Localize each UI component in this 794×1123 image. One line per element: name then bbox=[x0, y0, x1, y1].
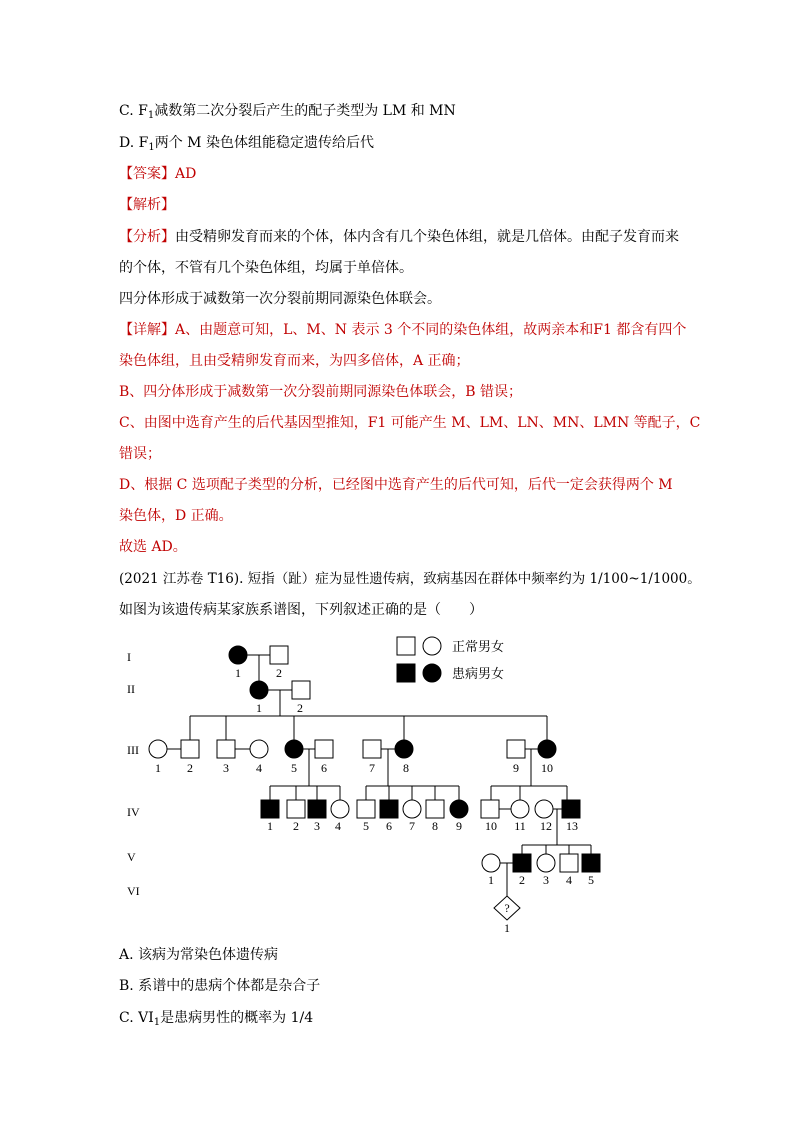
svg-text:2: 2 bbox=[519, 873, 525, 887]
gen-II: II bbox=[127, 682, 135, 696]
svg-text:5: 5 bbox=[363, 819, 369, 833]
III-4-normal-female bbox=[250, 740, 268, 758]
xiangjie-c2: 错误； bbox=[119, 446, 161, 462]
gen-V: V bbox=[127, 850, 136, 864]
II-2-normal-male bbox=[292, 681, 310, 699]
I-1-affected-female bbox=[229, 646, 247, 664]
III-7-normal-male bbox=[363, 740, 381, 758]
option-a: A. 该病为常染色体遗传病 bbox=[119, 947, 279, 963]
generation-labels bbox=[127, 650, 140, 898]
svg-text:6: 6 bbox=[321, 761, 327, 775]
fenxi-line2: 的个体，不管有几个染色体组，均属于单倍体。 bbox=[119, 260, 413, 276]
xiangjie-d2: 染色体，D 正确。 bbox=[119, 508, 233, 524]
gen-I: I bbox=[127, 650, 131, 664]
IV-3-affected-male bbox=[308, 800, 326, 818]
question-line2: 如图为该遗传病某家族系谱图，下列叙述正确的是（ ） bbox=[119, 602, 483, 618]
IV-8-normal-male bbox=[426, 800, 444, 818]
svg-text:2: 2 bbox=[187, 761, 193, 775]
xiangjie-c1: C、由图中选育产生的后代基因型推知，F1 可能产生 M、LM、LN、MN、LMN 等配子，C bbox=[119, 415, 701, 431]
gen-III: III bbox=[127, 743, 139, 757]
fenxi-line3: 四分体形成于减数第一次分裂前期同源染色体联会。 bbox=[119, 291, 441, 307]
svg-text:2: 2 bbox=[276, 666, 282, 680]
svg-text:9: 9 bbox=[456, 819, 462, 833]
svg-text:7: 7 bbox=[369, 761, 375, 775]
svg-text:11: 11 bbox=[514, 819, 526, 833]
svg-text:4: 4 bbox=[566, 873, 572, 887]
V-5-affected-male bbox=[582, 854, 600, 872]
pedigree-individuals bbox=[149, 646, 600, 920]
legend-normal-female-icon bbox=[423, 637, 441, 655]
V-4-normal-male bbox=[560, 854, 578, 872]
svg-text:1: 1 bbox=[256, 701, 262, 715]
gen-VI: VI bbox=[127, 884, 140, 898]
svg-text:1: 1 bbox=[504, 921, 510, 935]
V-1-normal-female bbox=[482, 854, 500, 872]
xiangjie-a1: 【详解】A、由题意可知，L、M、N 表示 3 个不同的染色体组，故两亲本和F1 都含有四个 bbox=[119, 322, 687, 338]
legend-normal-label: 正常男女 bbox=[452, 640, 505, 655]
svg-text:6: 6 bbox=[386, 819, 392, 833]
III-1-normal-female bbox=[149, 740, 167, 758]
answer: 【答案】AD bbox=[119, 166, 197, 182]
IV-10-normal-male bbox=[481, 800, 499, 818]
svg-text:10: 10 bbox=[541, 761, 553, 775]
legend-normal-male-icon bbox=[397, 637, 415, 655]
svg-text:12: 12 bbox=[540, 819, 552, 833]
svg-text:13: 13 bbox=[566, 819, 578, 833]
svg-text:2: 2 bbox=[297, 701, 303, 715]
svg-text:8: 8 bbox=[432, 819, 438, 833]
legend-affected-female-icon bbox=[423, 664, 441, 682]
svg-text:4: 4 bbox=[335, 819, 341, 833]
option-c-prev: C. $F_1$减数第二次分裂后产生的配子类型为 LM 和 MN bbox=[119, 103, 456, 121]
V-3-normal-female bbox=[537, 854, 555, 872]
xiangjie-a2: 染色体组，且由受精卵发育而来，为四多倍体，A 正确； bbox=[119, 353, 470, 369]
IV-4-normal-female bbox=[331, 800, 349, 818]
svg-text:7: 7 bbox=[409, 819, 415, 833]
III-10-affected-female bbox=[538, 740, 556, 758]
svg-text:2: 2 bbox=[293, 819, 299, 833]
IV-13-affected-male bbox=[562, 800, 580, 818]
V-2-affected-male bbox=[513, 854, 531, 872]
svg-text:5: 5 bbox=[588, 873, 594, 887]
svg-text:?: ? bbox=[504, 901, 510, 915]
IV-11-normal-female bbox=[511, 800, 529, 818]
IV-2-normal-male bbox=[287, 800, 305, 818]
svg-text:8: 8 bbox=[403, 761, 409, 775]
legend-affected-label: 患病男女 bbox=[452, 667, 505, 682]
question-line1: (2021 江苏卷 T16). 短指（趾）症为显性遗传病，致病基因在群体中频率约为 1/100~1/1000。 bbox=[119, 571, 701, 587]
svg-text:1: 1 bbox=[267, 819, 273, 833]
pedigree-legend bbox=[397, 637, 504, 682]
xiangjie-choose: 故选 AD。 bbox=[119, 539, 187, 555]
III-8-affected-female bbox=[395, 740, 413, 758]
xiangjie-b: B、四分体形成于减数第一次分裂前期同源染色体联会，B 错误； bbox=[119, 384, 523, 400]
option-d-prev: D. $F_1$两个 M 染色体组能稳定遗传给后代 bbox=[119, 135, 374, 153]
III-6-normal-male bbox=[315, 740, 333, 758]
III-9-normal-male bbox=[507, 740, 525, 758]
analysis-title: 【解析】 bbox=[119, 197, 175, 213]
svg-text:1: 1 bbox=[488, 873, 494, 887]
svg-text:1: 1 bbox=[155, 761, 161, 775]
legend-affected-male-icon bbox=[397, 664, 415, 682]
gen-IV: IV bbox=[127, 805, 140, 819]
svg-text:9: 9 bbox=[513, 761, 519, 775]
III-3-normal-male bbox=[217, 740, 235, 758]
svg-text:5: 5 bbox=[291, 761, 297, 775]
II-1-affected-female bbox=[250, 681, 268, 699]
option-b: B. 系谱中的患病个体都是杂合子 bbox=[119, 978, 321, 994]
svg-text:3: 3 bbox=[223, 761, 229, 775]
IV-7-normal-female bbox=[403, 800, 421, 818]
svg-text:3: 3 bbox=[543, 873, 549, 887]
IV-9-affected-female bbox=[450, 800, 468, 818]
option-c: C. $VI_1$是患病男性的概率为 1/4 bbox=[119, 1010, 314, 1028]
IV-6-affected-male bbox=[380, 800, 398, 818]
svg-text:3: 3 bbox=[314, 819, 320, 833]
III-5-affected-female bbox=[285, 740, 303, 758]
xiangjie-d1: D、根据 C 选项配子类型的分析，已经图中选育产生的后代可知，后代一定会获得两个 M bbox=[119, 477, 673, 493]
III-2-normal-male bbox=[181, 740, 199, 758]
fenxi-line1: 【分析】由受精卵发育而来的个体，体内含有几个染色体组，就是几倍体。由配子发育而来 bbox=[119, 229, 679, 245]
IV-12-normal-female bbox=[535, 800, 553, 818]
svg-text:10: 10 bbox=[485, 819, 497, 833]
I-2-normal-male bbox=[270, 646, 288, 664]
svg-text:1: 1 bbox=[235, 666, 241, 680]
IV-1-affected-male bbox=[261, 800, 279, 818]
IV-5-normal-male bbox=[357, 800, 375, 818]
svg-text:4: 4 bbox=[256, 761, 262, 775]
